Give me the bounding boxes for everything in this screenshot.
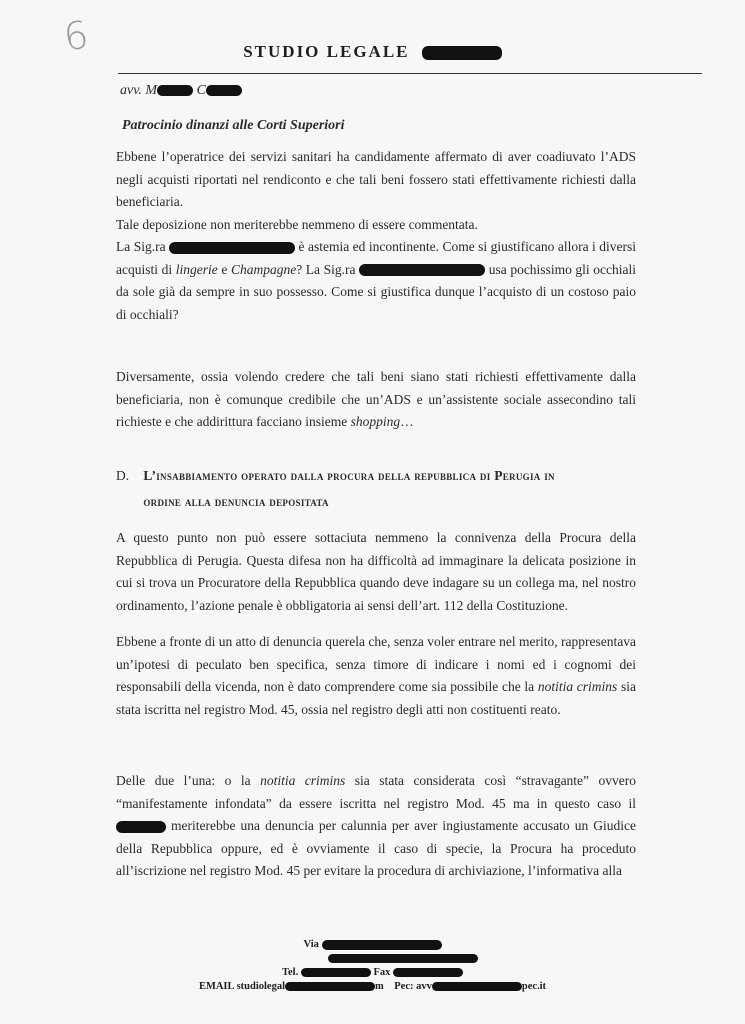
footer-email: EMAIL studiolegal m Pec: avv pec.it: [198, 981, 547, 992]
paragraph-5: A questo punto non può essere sottaciuta nemmeno la connivenza della Procura della Repubblica di Perugia. Questa difesa non ha difficoltà ad immaginare la delicata posizione in cui si trova un Procuratore della Repubblica quando deve indagare su un collega ma, nel nostro ordinamento, l’azione penale è obbligatoria ai sensi dell’art. 112 della Costituzione.: [116, 530, 636, 613]
redaction-lawyer-last: [206, 85, 242, 96]
redaction-city: [328, 954, 478, 963]
firm-name: STUDIO LEGALE: [243, 42, 410, 61]
redaction-name-3: [116, 821, 166, 833]
section-d-heading: [116, 463, 636, 515]
redaction-email: [285, 982, 375, 991]
footer-address: Via: [0, 938, 745, 952]
redaction-fax: [393, 968, 463, 977]
redaction-phone: [301, 968, 371, 977]
redaction-lawyer-first: [157, 85, 193, 96]
section-title-line-1: L’insabbiamento operato dalla procura della repubblica di Perugia in: [143, 468, 555, 483]
redaction-name-2: [359, 264, 485, 276]
redaction-pec: [432, 982, 522, 991]
paragraph-4: Diversamente, ossia volendo credere che tali beni siano stati richiesti effettivamente dalla beneficiaria, non è comunque credibile che un’ADS e un’assistente sociale assecondino tali richieste e che addirittura facciano insieme shopping…: [116, 369, 636, 429]
lawyer-name: avv. M C: [120, 83, 242, 99]
body-block-2: [116, 366, 636, 434]
paragraph-6: Ebbene a fronte di un atto di denuncia querela che, senza voler entrare nel merito, rappresentava un’ipotesi di peculato ben specifica, senza timore di indicare i nomi ed i cognomi dei responsabili della vicenda, non è dato comprendere come sia possibile che la notitia crimins sia stata iscritta nel registro Mod. 45, ossia nel registro degli atti non costituenti reato.: [116, 634, 636, 717]
redaction-firm: [422, 46, 502, 60]
redaction-address: [322, 940, 442, 950]
paragraph-3: La Sig.ra è astemia ed incontinente. Come si giustificano allora i diversi acquisti di lingerie e Champagne? La Sig.ra usa pochissimo gli occhiali da sole già da sempre in suo possesso. Come si giustifica dunque l’acquisto di un costoso paio di occhiali?: [116, 239, 637, 322]
body-block-1: [116, 146, 636, 326]
redaction-name-1: [169, 242, 295, 254]
page-number: 6: [61, 12, 92, 60]
body-block-4: [116, 631, 636, 721]
footer-phone: Tel. Fax: [0, 966, 745, 980]
paragraph-7: Delle due l’una: o la notitia crimins sia stata considerata così “stravagante” ovvero “manifestamente infondata” da essere iscritta nel registro Mod. 45 ma in questo caso il meriterebbe una denuncia per calunnia per aver ingiustamente accusato un Giudice della Repubblica oppure, ed è ovviamente il caso di specie, la Procura ha proceduto all’iscrizione nel registro Mod. 45 per evitare la procedura di archiviazione, l’informativa alla: [116, 773, 636, 878]
page-header: [0, 42, 745, 62]
page-footer: [0, 938, 745, 994]
paragraph-2: Tale deposizione non meriterebbe nemmeno di essere commentata.: [116, 216, 478, 232]
header-divider: [118, 73, 702, 74]
section-letter: D.: [116, 468, 130, 483]
paragraph-1: Ebbene l’operatrice dei servizi sanitari ha candidamente affermato di aver coadiuvato l’ADS negli acquisti riportati nel rendiconto e che tali beni fossero stati effettivamente richiesti dalla beneficiaria.: [116, 149, 636, 209]
section-title-line-2: ordine alla denuncia depositata: [143, 494, 329, 509]
body-block-5: [116, 770, 636, 883]
body-block-3: [116, 527, 636, 617]
specialty-line: Patrocinio dinanzi alle Corti Superiori: [122, 118, 345, 133]
